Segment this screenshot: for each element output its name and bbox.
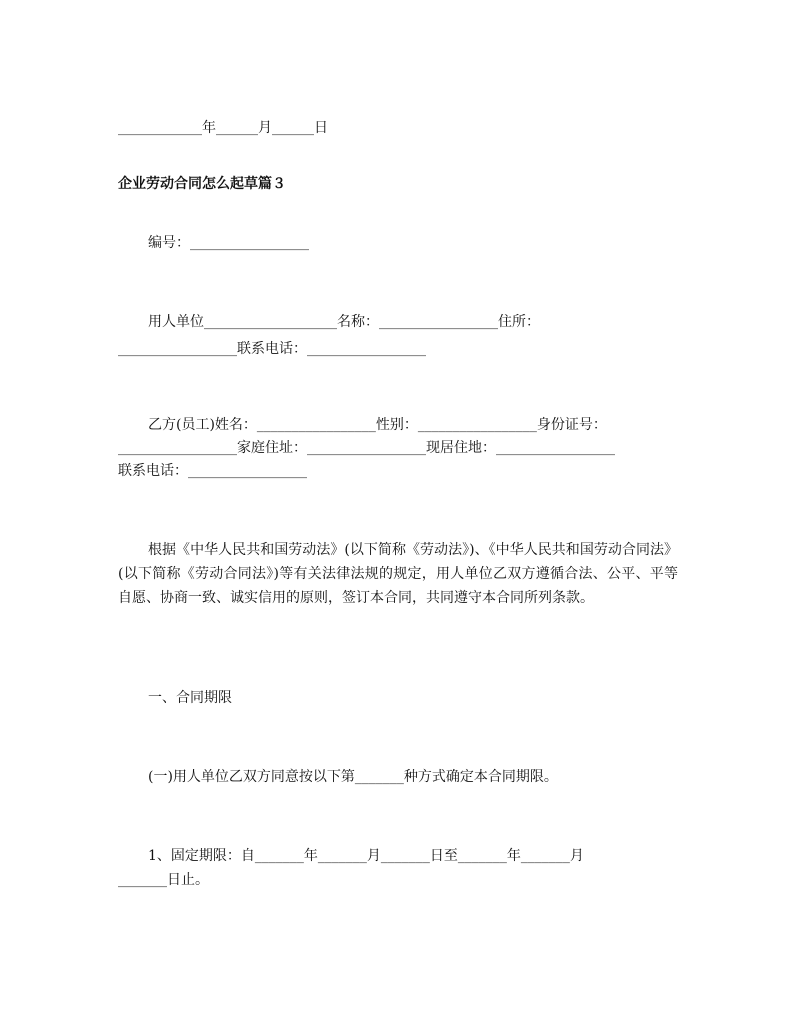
employee-line-2: _________________家庭住址：_________________现居住地：_________________ bbox=[118, 440, 615, 456]
contract-number-line: 编号：_________________ bbox=[148, 235, 309, 251]
fixed-term-line-2: _______日止。 bbox=[118, 872, 209, 888]
heading-contract-term: 一、合同期限 bbox=[148, 690, 232, 706]
date-line: ____________年______月______日 bbox=[118, 120, 328, 136]
employee-line-1: 乙方(员工)姓名：_________________性别：_________________身份证号： bbox=[148, 417, 607, 433]
employee-line-3: 联系电话：_________________ bbox=[118, 463, 307, 479]
preamble-paragraph: 根据《中华人民共和国劳动法》(以下简称《劳动法》)、《中华人民共和国劳动合同法》(以下简称《劳动合同法》)等有关法律法规的规定，用人单位乙双方遵循合法、公平、平等自愿、协商一致、诚实信用的原则，签订本合同，共同遵守本合同所列条款。 bbox=[118, 542, 678, 606]
employer-line-2: _________________联系电话：_________________ bbox=[118, 341, 426, 357]
clause-term-method: (一)用人单位乙双方同意按以下第_______种方式确定本合同期限。 bbox=[148, 769, 558, 785]
section-title: 企业劳动合同怎么起草篇３ bbox=[118, 176, 286, 192]
employer-line-1: 用人单位___________________名称：_________________住所： bbox=[148, 314, 540, 330]
fixed-term-line-1: 1、固定期限：自_______年_______月_______日至_______年_______月 bbox=[148, 848, 584, 864]
